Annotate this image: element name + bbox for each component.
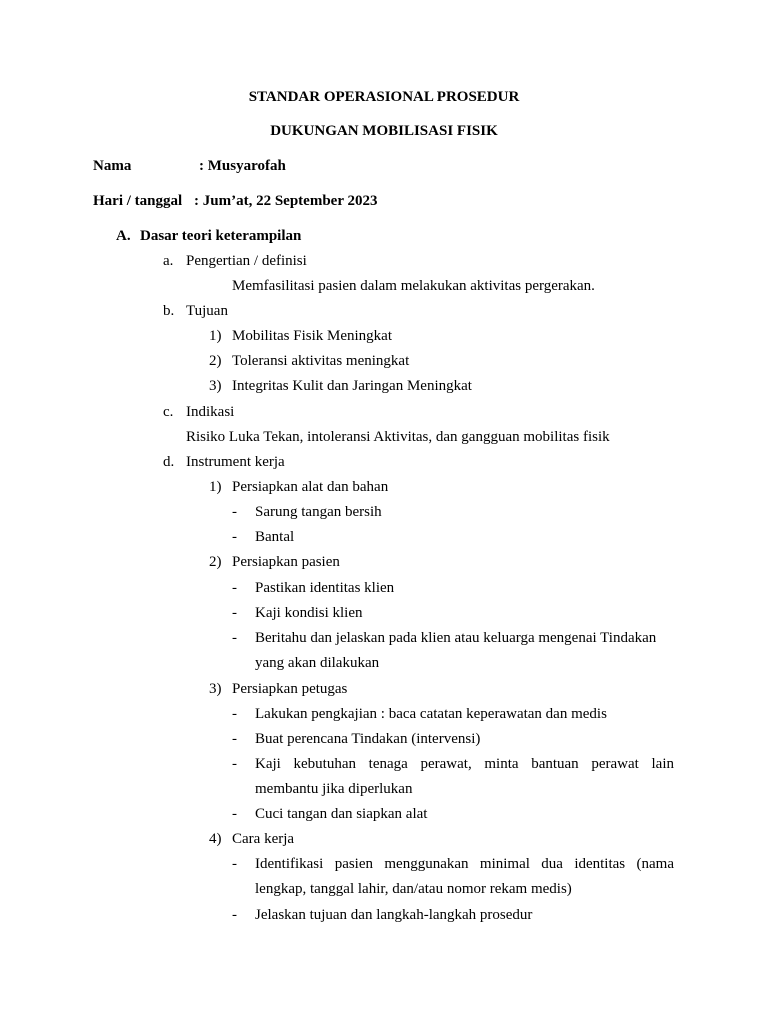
tujuan-3-num: 3) [209,378,222,394]
item-d-label: Instrument kerja [186,454,285,470]
group-1-bullet-1: Sarung tangan bersih [255,504,382,520]
group-3-bullet-3-cont: membantu jika diperlukan [255,781,413,797]
hari-value: : Jum’at, 22 September 2023 [194,193,378,209]
bullet-dash: - [232,529,237,545]
bullet-dash: - [232,580,237,596]
bullet-dash: - [232,806,237,822]
group-2-bullet-1: Pastikan identitas klien [255,580,395,596]
item-b-marker: b. [163,303,175,319]
group-1-num: 1) [209,479,222,495]
nama-value: : Musyarofah [199,158,286,174]
group-4-bullet-2: Jelaskan tujuan dan langkah-langkah prosedur [255,907,533,923]
tujuan-2-text: Toleransi aktivitas meningkat [232,353,410,369]
item-c-label: Indikasi [186,404,235,420]
bullet-dash: - [232,907,237,923]
group-3-bullet-4: Cuci tangan dan siapkan alat [255,806,428,822]
document-subtitle: DUKUNGAN MOBILISASI FISIK [270,123,498,139]
group-4-num: 4) [209,831,222,847]
item-c-marker: c. [163,404,174,420]
item-b-label: Tujuan [186,303,228,319]
section-a-marker: A. [116,228,131,244]
section-a-heading: Dasar teori keterampilan [140,228,302,244]
item-a-text: Memfasilitasi pasien dalam melakukan aktivitas pergerakan. [232,278,595,294]
item-c-text: Risiko Luka Tekan, intoleransi Aktivitas, dan gangguan mobilitas fisik [186,429,610,445]
group-2-bullet-3: Beritahu dan jelaskan pada klien atau keluarga mengenai Tindakan [255,630,657,646]
group-2-label: Persiapkan pasien [232,554,340,570]
group-3-bullet-1: Lakukan pengkajian : baca catatan keperawatan dan medis [255,706,607,722]
group-2-num: 2) [209,554,222,570]
bullet-dash: - [232,605,237,621]
bullet-dash: - [232,630,237,646]
group-1-label: Persiapkan alat dan bahan [232,479,389,495]
document-title: STANDAR OPERASIONAL PROSEDUR [248,89,520,105]
group-4-label: Cara kerja [232,831,295,847]
bullet-dash: - [232,504,237,520]
nama-label: Nama [93,158,132,174]
bullet-dash: - [232,706,237,722]
item-d-marker: d. [163,454,175,470]
tujuan-1-num: 1) [209,328,222,344]
group-1-bullet-2: Bantal [255,529,295,545]
group-3-num: 3) [209,681,222,697]
group-3-bullet-2: Buat perencana Tindakan (intervensi) [255,731,481,747]
group-2-bullet-2: Kaji kondisi klien [255,605,363,621]
item-a-marker: a. [163,253,174,269]
hari-label: Hari / tanggal [93,193,183,209]
tujuan-3-text: Integritas Kulit dan Jaringan Meningkat [232,378,472,394]
tujuan-2-num: 2) [209,353,222,369]
tujuan-1-text: Mobilitas Fisik Meningkat [232,328,393,344]
group-2-bullet-3-cont: yang akan dilakukan [255,655,380,671]
item-a-label: Pengertian / definisi [186,253,307,269]
group-3-label: Persiapkan petugas [232,681,348,697]
bullet-dash: - [232,756,237,772]
group-4-bullet-1-cont: lengkap, tanggal lahir, dan/atau nomor rekam medis) [255,881,572,897]
bullet-dash: - [232,731,237,747]
group-3-bullet-3: Kaji kebutuhan tenaga perawat, minta bantuan perawat lain [255,756,674,772]
bullet-dash: - [232,856,237,872]
group-4-bullet-1: Identifikasi pasien menggunakan minimal dua identitas (nama [255,856,674,872]
